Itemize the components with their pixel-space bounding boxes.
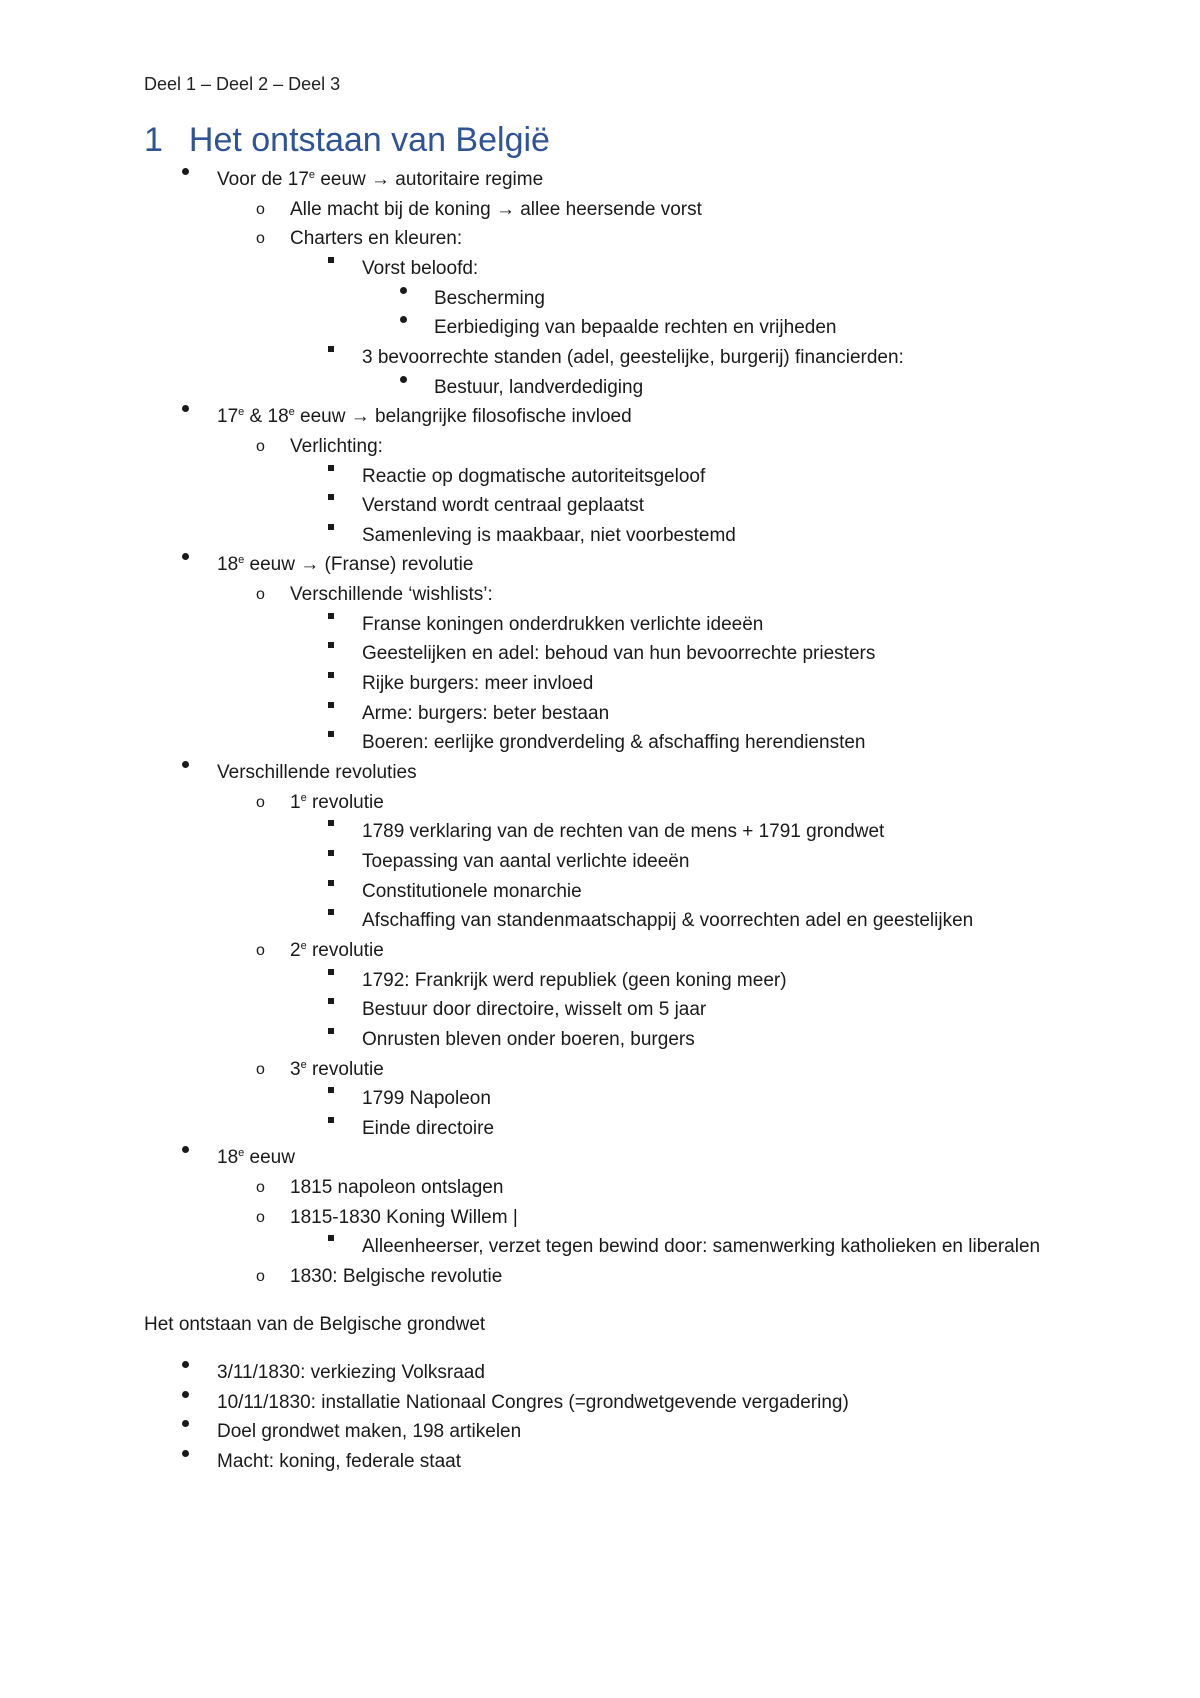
outline-item-text: Alle macht bij de koning → allee heersende vorst: [290, 198, 702, 220]
bullet-dot-icon: [182, 1361, 189, 1368]
outline-item-text: Einde directoire: [362, 1117, 495, 1139]
bullet-dot-icon: [182, 761, 189, 768]
bullet-square-icon: [328, 346, 334, 352]
outline-item-text: 18e eeuw → (Franse) revolutie: [217, 554, 474, 576]
bullet-square-icon: [328, 465, 334, 471]
outline-item-text: 17e & 18e eeuw → belangrijke filosofische invloed: [217, 406, 632, 428]
page-header: Deel 1 – Deel 2 – Deel 3: [144, 74, 341, 94]
bullet-dot-icon: [400, 316, 407, 323]
bullet-circle-icon: o: [256, 1060, 265, 1078]
bullet-circle-icon: o: [256, 1179, 265, 1197]
outline-item-text: Verlichting:: [290, 435, 383, 457]
outline-item-text: 3 bevoorrechte standen (adel, geestelijke, burgerij) financierden:: [362, 346, 904, 368]
bullet-circle-icon: o: [256, 1268, 265, 1286]
bullet-square-icon: [328, 702, 334, 708]
outline-item-text: Bestuur door directoire, wisselt om 5 jaar: [362, 999, 707, 1021]
outline-item-text: Verschillende ‘wishlists’:: [290, 584, 493, 606]
outline-item-text: Verstand wordt centraal geplaatst: [362, 495, 645, 517]
bullet-dot-icon: [182, 405, 189, 412]
grondwet-list-text: 10/11/1830: installatie Nationaal Congres (=grondwetgevende vergadering): [217, 1391, 849, 1413]
outline-item-text: Constitutionele monarchie: [362, 880, 582, 902]
grondwet-list-text: Macht: koning, federale staat: [217, 1450, 461, 1472]
bullet-square-icon: [328, 850, 334, 856]
outline-item-text: Verschillende revoluties: [217, 762, 417, 783]
bullet-dot-icon: [182, 553, 189, 560]
grondwet-list-text: Doel grondwet maken, 198 artikelen: [217, 1421, 522, 1442]
outline-item-text: 1799 Napoleon: [362, 1088, 491, 1110]
outline-item-text: 3e revolutie: [290, 1058, 384, 1080]
bullet-square-icon: [328, 613, 334, 619]
bullet-circle-icon: o: [256, 230, 265, 248]
outline-item-text: 1830: Belgische revolutie: [290, 1266, 503, 1288]
outline-item-text: Boeren: eerlijke grondverdeling & afschaffing herendiensten: [362, 732, 866, 754]
outline-item-text: Eerbiediging van bepaalde rechten en vrijheden: [434, 317, 837, 339]
bullet-square-icon: [328, 494, 334, 500]
bullet-circle-icon: o: [256, 1208, 265, 1226]
bullet-square-icon: [328, 524, 334, 530]
outline-item-text: Geestelijken en adel: behoud van hun bevoorrechte priesters: [362, 643, 876, 665]
outline-item-text: Reactie op dogmatische autoriteitsgeloof: [362, 465, 706, 487]
outline-item-text: 1789 verklaring van de rechten van de mens + 1791 grondwet: [362, 821, 885, 843]
bullet-dot-icon: [182, 1420, 189, 1427]
bullet-square-icon: [328, 909, 334, 915]
bullet-square-icon: [328, 1117, 334, 1123]
bullet-circle-icon: o: [256, 941, 265, 959]
outline-item-text: Toepassing van aantal verlichte ideeën: [362, 850, 690, 872]
section-heading: [144, 121, 550, 160]
outline-item-text: Samenleving is maakbaar, niet voorbestemd: [362, 524, 736, 546]
outline-item-text: Rijke burgers: meer invloed: [362, 673, 594, 695]
bullet-square-icon: [328, 1235, 334, 1241]
bullet-circle-icon: o: [256, 793, 265, 811]
outline-item-text: Onrusten bleven onder boeren, burgers: [362, 1028, 695, 1050]
bullet-square-icon: [328, 969, 334, 975]
bullet-square-icon: [328, 1087, 334, 1093]
bullet-dot-icon: [182, 168, 189, 175]
outline-item-text: Alleenheerser, verzet tegen bewind door: samenwerking katholieken en liberalen: [362, 1236, 1041, 1258]
outline-item-text: 18e eeuw: [217, 1147, 295, 1169]
outline-item-text: Charters en kleuren:: [290, 228, 463, 250]
outline-item-text: Bestuur, landverdediging: [434, 376, 644, 398]
subheading-paragraph: Het ontstaan van de Belgische grondwet: [144, 1314, 486, 1335]
grondwet-list-text: 3/11/1830: verkiezing Volksraad: [217, 1362, 485, 1383]
bullet-dot-icon: [182, 1450, 189, 1457]
heading-number: 1: [144, 121, 163, 159]
bullet-dot-icon: [400, 376, 407, 383]
bullet-dot-icon: [182, 1391, 189, 1398]
outline-item-text: Vorst beloofd:: [362, 257, 479, 279]
outline-item-text: 1792: Frankrijk werd republiek (geen koning meer): [362, 969, 787, 991]
bullet-square-icon: [328, 1028, 334, 1034]
bullet-dot-icon: [182, 1146, 189, 1153]
bullet-square-icon: [328, 731, 334, 737]
bullet-square-icon: [328, 642, 334, 648]
outline-item-text: Franse koningen onderdrukken verlichte ideeën: [362, 613, 764, 635]
outline-item-text: Bescherming: [434, 287, 545, 309]
bullet-square-icon: [328, 880, 334, 886]
heading-title: Het ontstaan van België: [188, 121, 550, 159]
outline-item-text: 2e revolutie: [290, 939, 384, 961]
outline-item-text: Afschaffing van standenmaatschappij & voorrechten adel en geestelijken: [362, 910, 974, 932]
bullet-square-icon: [328, 257, 334, 263]
bullet-circle-icon: o: [256, 437, 265, 455]
bullet-circle-icon: o: [256, 200, 265, 218]
bullet-square-icon: [328, 820, 334, 826]
bullet-square-icon: [328, 998, 334, 1004]
outline-item-text: 1815 napoleon ontslagen: [290, 1177, 504, 1199]
bullet-square-icon: [328, 672, 334, 678]
outline-item-text: Voor de 17e eeuw → autoritaire regime: [217, 169, 544, 190]
bullet-circle-icon: o: [256, 586, 265, 604]
outline-item-text: Arme: burgers: beter bestaan: [362, 702, 610, 724]
outline-item-text: 1815-1830 Koning Willem |: [290, 1206, 518, 1228]
outline-item-text: 1e revolutie: [290, 791, 384, 813]
bullet-dot-icon: [400, 287, 407, 294]
